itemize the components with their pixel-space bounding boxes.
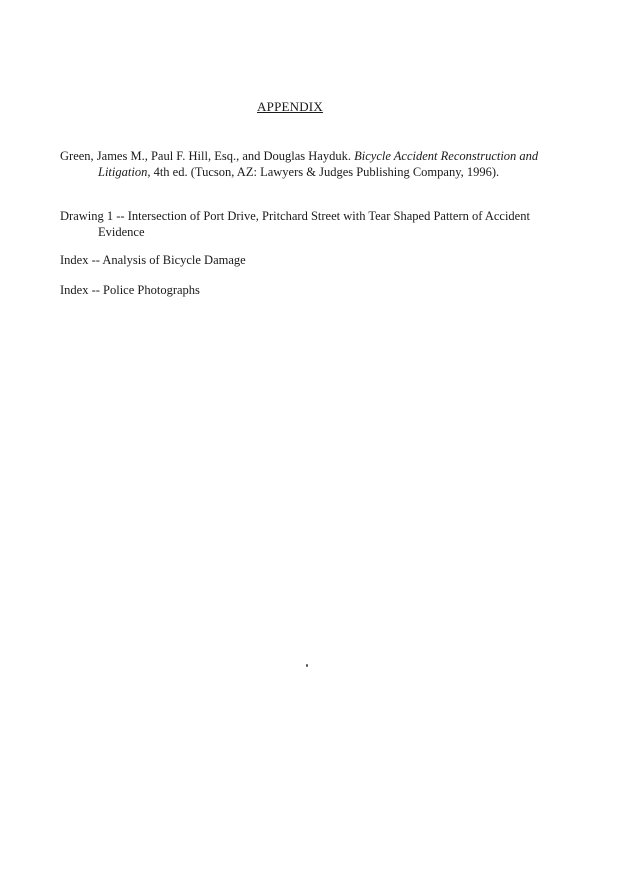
scan-speck — [306, 664, 308, 667]
appendix-item-bicycle-damage: Index -- Analysis of Bicycle Damage — [60, 253, 246, 267]
appendix-title: APPENDIX — [257, 99, 323, 114]
reference-authors: Green, James M., Paul F. Hill, Esq., and Douglas Hayduk. — [60, 149, 351, 163]
reference-book-title: Bicycle Accident Reconstruction and Litigation — [98, 149, 539, 179]
reference-details: , 4th ed. (Tucson, AZ: Lawyers & Judges Publishing Company, 1996). — [147, 165, 500, 179]
reference-entry-green — [60, 148, 568, 180]
appendix-item-drawing-1: Drawing 1 -- Intersection of Port Drive, Pritchard Street with Tear Shaped Pattern of Accident Evidence — [60, 209, 530, 239]
appendix-item-police-photographs: Index -- Police Photographs — [60, 283, 200, 297]
